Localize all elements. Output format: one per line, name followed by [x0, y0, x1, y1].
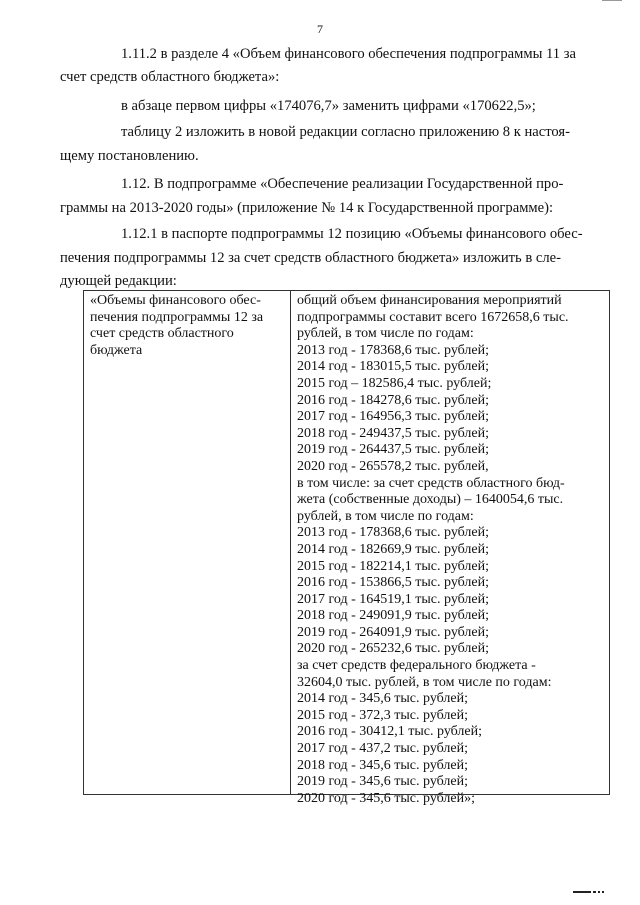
- page-number: 7: [317, 22, 323, 36]
- table-value-line: 2013 год - 178368,6 тыс. рублей;: [297, 525, 490, 541]
- table-label-line: бюджета: [90, 342, 143, 358]
- table-value-line: в том числе: за счет средств областного бюд-: [297, 475, 565, 491]
- paragraph-1-line-1: 1.11.2 в разделе 4 «Объем финансового обеспечения подпрограммы 11 за: [121, 46, 576, 62]
- table-value-line: 2017 год - 164519,1 тыс. рублей;: [297, 591, 490, 607]
- table-cell-value: [291, 291, 609, 806]
- table-value-line: 2015 год – 182586,4 тыс. рублей;: [297, 375, 492, 391]
- table-value-line: 2019 год - 264437,5 тыс. рублей;: [297, 442, 490, 458]
- table-value-line: 32604,0 тыс. рублей, в том числе по годам:: [297, 674, 552, 690]
- table-value-line: 2015 год - 182214,1 тыс. рублей;: [297, 558, 490, 574]
- table-value-line: 2018 год - 249437,5 тыс. рублей;: [297, 425, 490, 441]
- table-value-line: 2018 год - 345,6 тыс. рублей;: [297, 757, 469, 773]
- table-value-line: 2019 год - 345,6 тыс. рублей;: [297, 774, 469, 790]
- table-value-line: 2013 год - 178368,6 тыс. рублей;: [297, 342, 490, 358]
- table-label-line: «Объемы финансового обес-: [90, 293, 261, 308]
- table-label-line: печения подпрограммы 12 за: [90, 309, 264, 325]
- table-value-line: 2020 год - 265232,6 тыс. рублей;: [297, 641, 490, 657]
- table-value-line: рублей, в том числе по годам:: [297, 508, 474, 524]
- table-value-line: 2017 год - 164956,3 тыс. рублей;: [297, 409, 490, 425]
- table-value-line: 2016 год - 184278,6 тыс. рублей;: [297, 392, 490, 408]
- table-value-line: общий объем финансирования мероприятий: [297, 293, 562, 308]
- table-value-line: 2019 год - 264091,9 тыс. рублей;: [297, 624, 490, 640]
- table-value-line: 2014 год - 345,6 тыс. рублей;: [297, 691, 469, 707]
- funding-table: [83, 290, 610, 806]
- table-value-line: 2020 год - 265578,2 тыс. рублей,: [297, 458, 489, 474]
- paragraph-5-line-2: печения подпрограммы 12 за счет средств областного бюджета» изложить в сле-: [60, 250, 561, 266]
- table-value-line: 2016 год - 153866,5 тыс. рублей;: [297, 575, 490, 591]
- paragraph-5-line-3: дующей редакции:: [60, 273, 177, 289]
- table-value-line: рублей, в том числе по годам:: [297, 326, 474, 342]
- paragraph-2: в абзаце первом цифры «174076,7» заменить цифрами «170622,5»;: [121, 98, 536, 114]
- table-value-line: 2018 год - 249091,9 тыс. рублей;: [297, 608, 490, 624]
- table-value-line: 2016 год - 30412,1 тыс. рублей;: [297, 724, 483, 740]
- table-value-line: 2014 год - 182669,9 тыс. рублей;: [297, 541, 490, 557]
- scan-footer-mark: [573, 891, 604, 893]
- table-cell-label: [84, 291, 291, 794]
- table-value-line: 2017 год - 437,2 тыс. рублей;: [297, 741, 469, 757]
- paragraph-5-line-1: 1.12.1 в паспорте подпрограммы 12 позицию «Объемы финансового обес-: [121, 226, 583, 242]
- table-value-line: жета (собственные доходы) – 1640054,6 тыс.: [297, 492, 564, 508]
- table-value-line: за счет средств федерального бюджета -: [297, 658, 536, 674]
- table-value-line: 2014 год - 183015,5 тыс. рублей;: [297, 359, 490, 375]
- paragraph-3-line-1: таблицу 2 изложить в новой редакции согласно приложению 8 к настоя-: [121, 124, 571, 140]
- paragraph-4-line-1: 1.12. В подпрограмме «Обеспечение реализации Государственной про-: [121, 176, 564, 192]
- table-value-line: 2020 год - 345,6 тыс. рублей»;: [297, 790, 476, 806]
- paragraph-3-line-2: щему постановлению.: [60, 148, 199, 164]
- paragraph-1-line-2: счет средств областного бюджета»:: [60, 69, 280, 85]
- table-value-line: 2015 год - 372,3 тыс. рублей;: [297, 707, 469, 723]
- paragraph-4-line-2: граммы на 2013-2020 годы» (приложение № 14 к Государственной программе):: [60, 200, 554, 216]
- scan-edge-mark: [602, 0, 622, 1]
- table-value-line: подпрограммы составит всего 1672658,6 тыс.: [297, 309, 569, 325]
- table-label-line: счет средств областного: [90, 326, 234, 341]
